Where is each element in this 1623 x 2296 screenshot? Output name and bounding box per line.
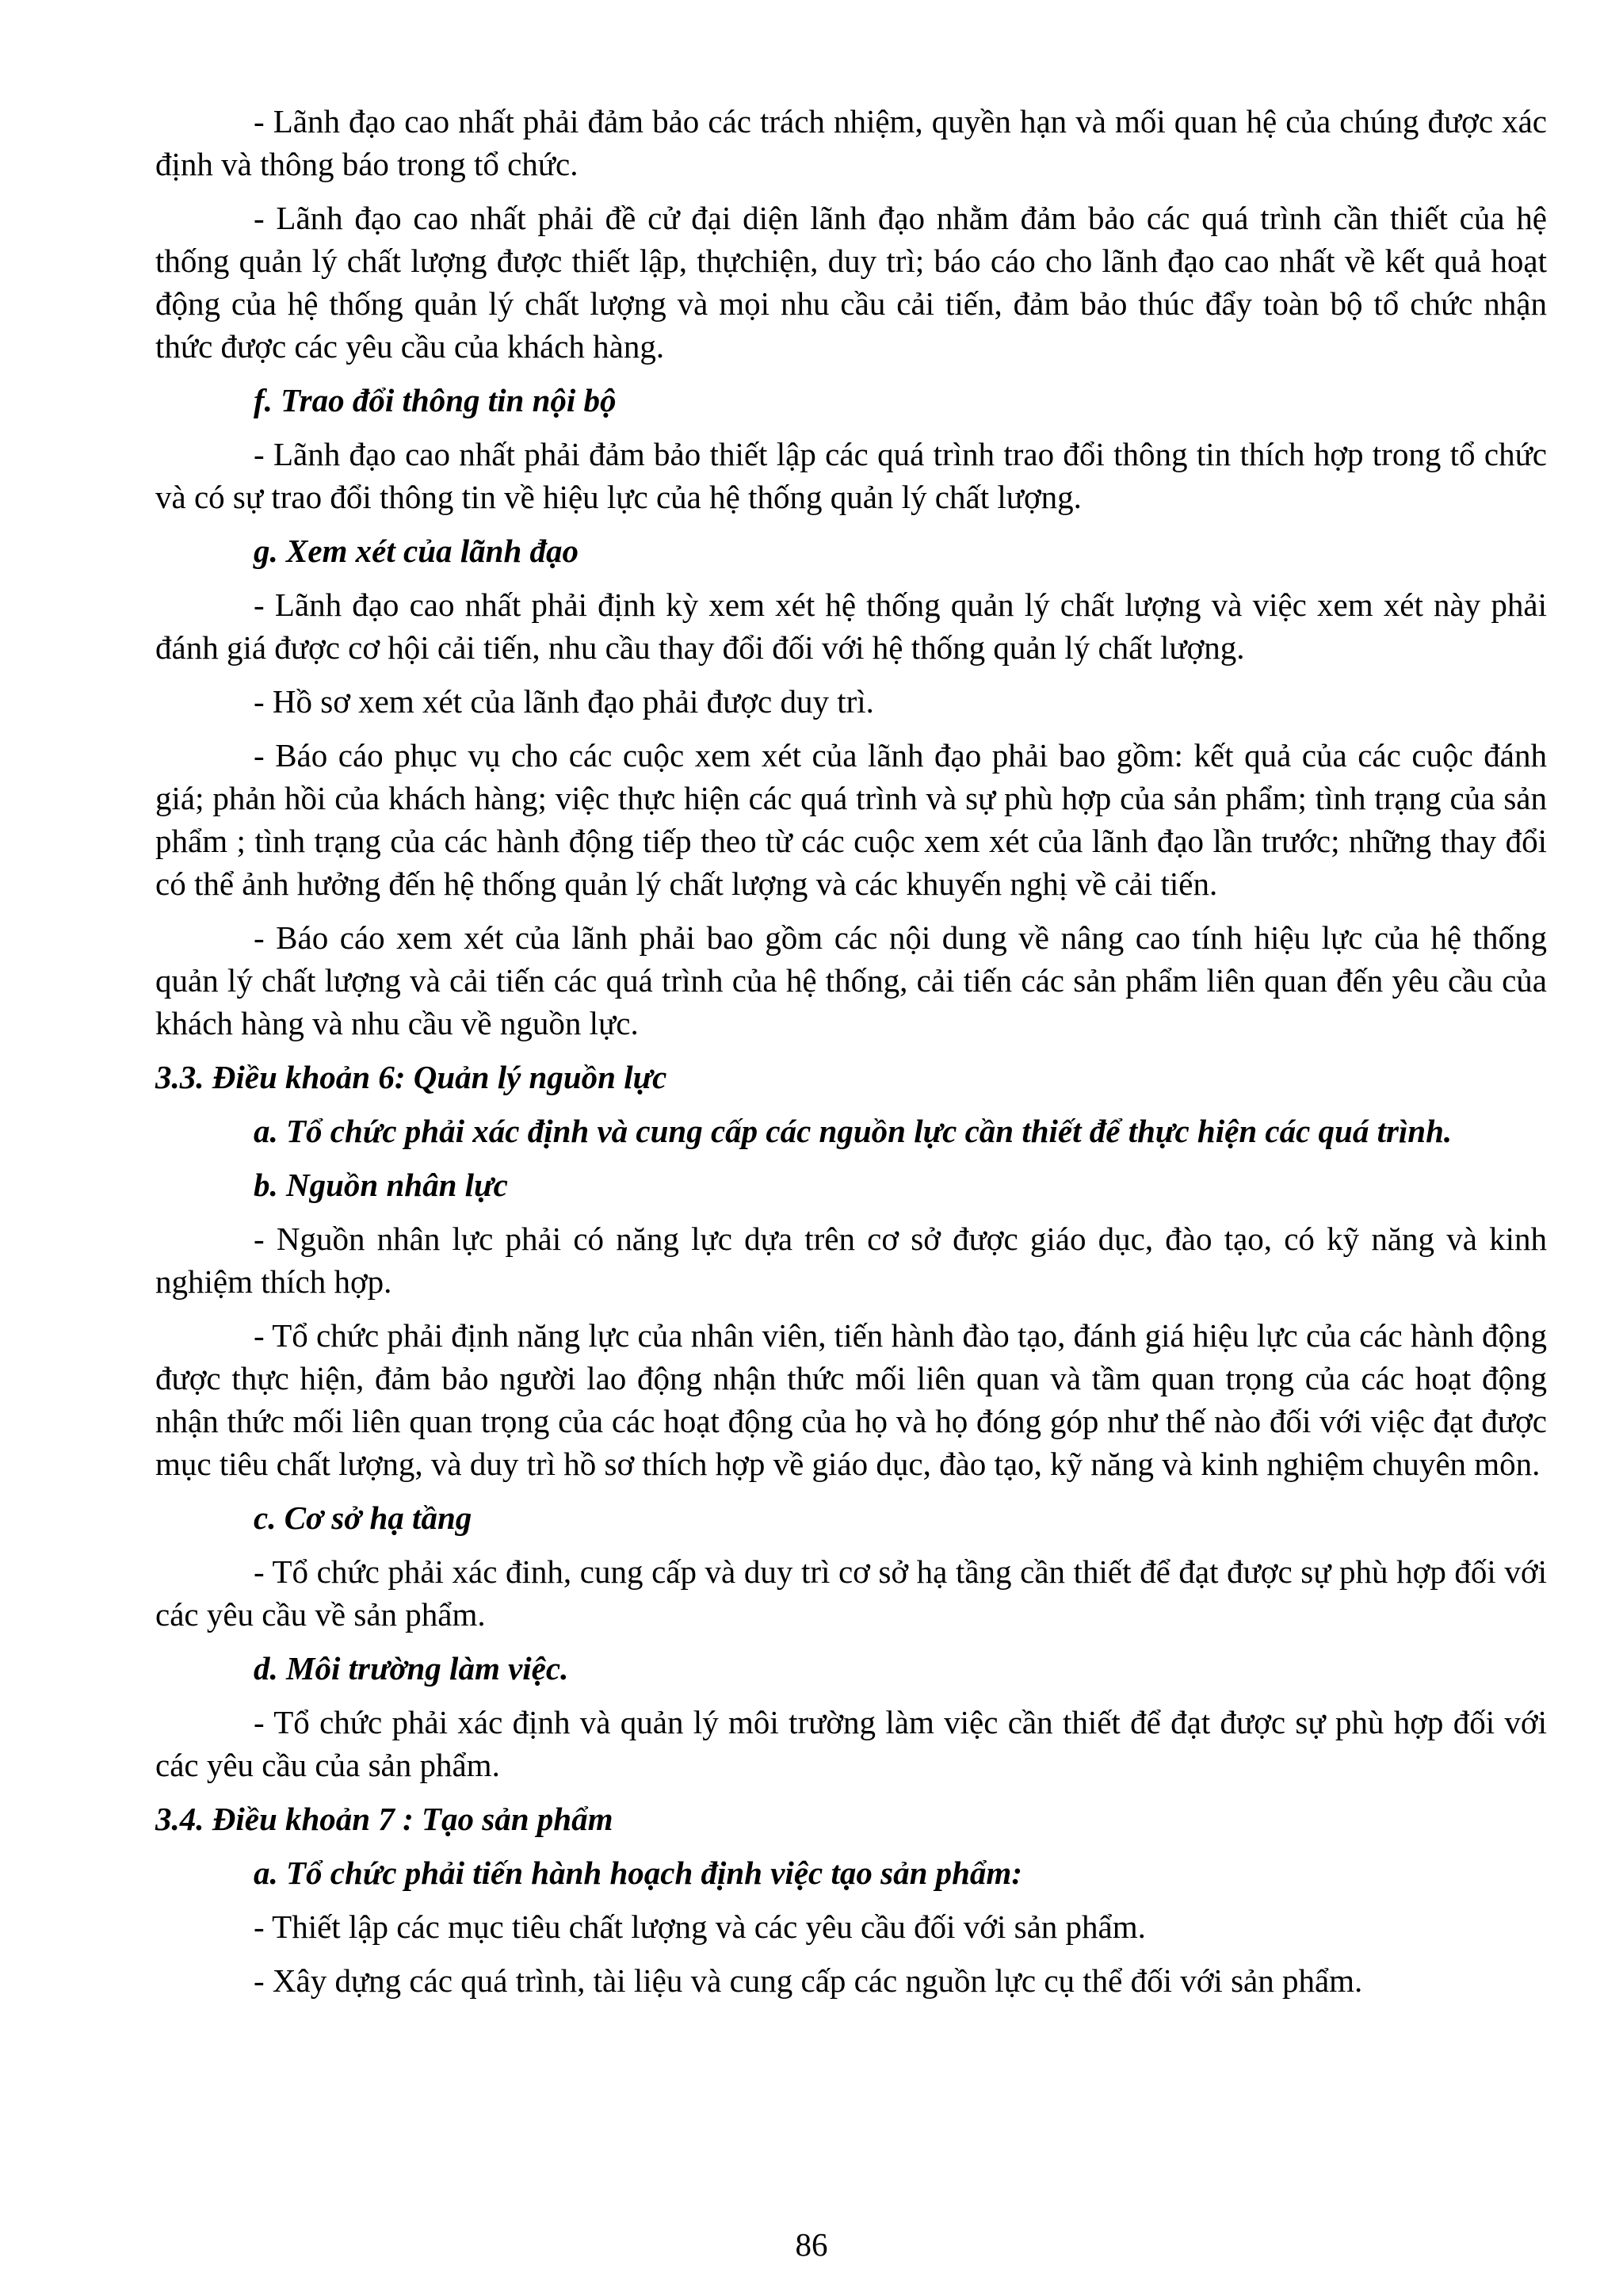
section-heading-3-3: 3.3. Điều khoản 6: Quản lý nguồn lực (155, 1059, 667, 1095)
paragraph-infrastructure: - Tổ chức phải xác đinh, cung cấp và duy trì cơ sở hạ tầng cần thiết để đạt được sự phù hợp đối với các yêu cầu về sản phẩm. (155, 1553, 1547, 1633)
paragraph-quality-objectives: - Thiết lập các mục tiêu chất lượng và các yêu cầu đối với sản phẩm. (254, 1908, 1146, 1945)
paragraph-competence-training: - Tổ chức phải định năng lực của nhân viên, tiến hành đào tạo, đánh giá hiệu lực của các hành động được thực hiện, đảm bảo người lao động nhận thức mối liên quan và tầm quan trọng của các hoạt động nhận thức mối liên quan trọng của các hoạt động của họ và họ đóng góp như thế nào đối với việc đạt được mục tiêu chất lượng, và duy trì hồ sơ thích hợp về giáo dục, đào tạo, kỹ năng và kinh nghiệm chuyên môn. (155, 1317, 1547, 1482)
paragraph-management-representative: - Lãnh đạo cao nhất phải đề cử đại diện lãnh đạo nhằm đảm bảo các quá trình cần thiết của hệ thống quản lý chất lượng được thiết lập, thựchiện, duy trì; báo cáo cho lãnh đạo cao nhất về kết quả hoạt động của hệ thống quản lý chất lượng và mọi nhu cầu cải tiến, đảm bảo thúc đẩy toàn bộ tổ chức nhận thức được các yêu cầu của khách hàng. (155, 200, 1547, 365)
heading-internal-communication: f. Trao đổi thông tin nội bộ (254, 382, 617, 418)
paragraph-review-records: - Hồ sơ xem xét của lãnh đạo phải được duy trì. (254, 683, 874, 720)
heading-resource-provision: a. Tổ chức phải xác định và cung cấp các nguồn lực cần thiết để thực hiện các quá trình. (254, 1113, 1453, 1149)
paragraph-review-output: - Báo cáo xem xét của lãnh phải bao gồm các nội dung về nâng cao tính hiệu lực của hệ thống quản lý chất lượng và cải tiến các quá trình của hệ thống, cải tiến các sản phẩm liên quan đến yêu cầu của khách hàng và nhu cầu về nguồn lực. (155, 919, 1547, 1041)
heading-work-environment: d. Môi trường làm việc. (254, 1650, 569, 1687)
heading-product-realization-planning: a. Tổ chức phải tiến hành hoạch định việc tạo sản phẩm: (254, 1855, 1022, 1891)
heading-infrastructure: c. Cơ sở hạ tầng (254, 1499, 472, 1536)
heading-human-resources: b. Nguồn nhân lực (254, 1167, 508, 1203)
paragraph-periodic-review: - Lãnh đạo cao nhất phải định kỳ xem xét hệ thống quản lý chất lượng và việc xem xét này phải đánh giá được cơ hội cải tiến, nhu cầu thay đổi đối với hệ thống quản lý chất lượng. (155, 586, 1547, 666)
paragraph-work-environment: - Tổ chức phải xác định và quản lý môi trường làm việc cần thiết để đạt được sự phù hợp đối với các yêu cầu của sản phẩm. (155, 1704, 1547, 1783)
page-number: 86 (795, 2226, 828, 2263)
section-heading-3-4: 3.4. Điều khoản 7 : Tạo sản phẩm (155, 1801, 613, 1837)
page-body (155, 100, 1547, 2013)
paragraph-leadership-responsibilities: - Lãnh đạo cao nhất phải đảm bảo các trách nhiệm, quyền hạn và mối quan hệ của chúng được xác định và thông báo trong tổ chức. (155, 103, 1547, 182)
paragraph-human-resources-competence: - Nguồn nhân lực phải có năng lực dựa trên cơ sở được giáo dục, đào tạo, có kỹ năng và kinh nghiệm thích hợp. (155, 1221, 1547, 1300)
heading-management-review: g. Xem xét của lãnh đạo (254, 533, 579, 569)
paragraph-processes-resources: - Xây dựng các quá trình, tài liệu và cung cấp các nguồn lực cụ thể đối với sản phẩm. (254, 1962, 1363, 1999)
paragraph-internal-communication: - Lãnh đạo cao nhất phải đảm bảo thiết lập các quá trình trao đổi thông tin thích hợp trong tổ chức và có sự trao đổi thông tin về hiệu lực của hệ thống quản lý chất lượng. (155, 436, 1547, 515)
paragraph-review-input: - Báo cáo phục vụ cho các cuộc xem xét của lãnh đạo phải bao gồm: kết quả của các cuộc đánh giá; phản hồi của khách hàng; việc thực hiện các quá trình và sự phù hợp của sản phẩm; tình trạng của sản phẩm ; tình trạng của các hành động tiếp theo từ các cuộc xem xét của lãnh đạo lần trước; những thay đổi có thể ảnh hưởng đến hệ thống quản lý chất lượng và các khuyến nghị về cải tiến. (155, 737, 1547, 902)
